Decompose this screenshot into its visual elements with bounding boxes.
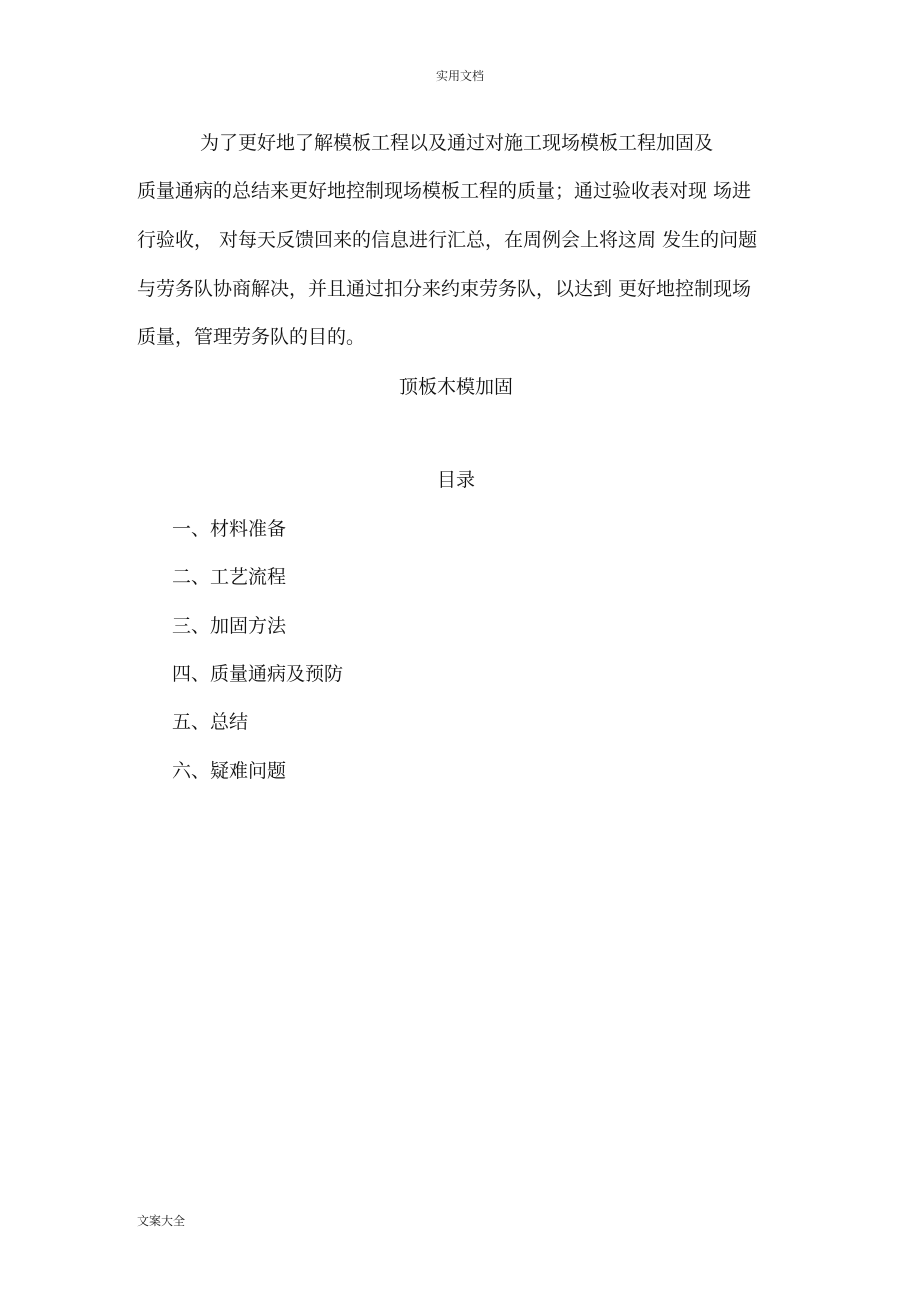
toc-item: 一、材料准备 bbox=[172, 518, 287, 540]
paragraph-line: 行验收， 对每天反馈回来的信息进行汇总，在周例会上将这周 发生的问题 bbox=[137, 229, 758, 251]
toc-item: 三、加固方法 bbox=[172, 615, 287, 637]
toc-heading: 目录 bbox=[436, 469, 475, 491]
paragraph-line: 质量通病的总结来更好地控制现场模板工程的质量；通过验收表对现 场进 bbox=[137, 180, 752, 202]
paragraph-line: 与劳务队协商解决，并且通过扣分来约束劳务队，以达到 更好地控制现场 bbox=[137, 278, 752, 300]
section-title: 顶板木模加固 bbox=[398, 376, 513, 398]
paragraph-line: 质量，管理劳务队的目的。 bbox=[137, 326, 366, 348]
page-header: 实用文档 bbox=[435, 69, 484, 83]
toc-item: 二、工艺流程 bbox=[172, 566, 287, 588]
toc-item: 五、总结 bbox=[172, 711, 249, 733]
page-footer: 文案大全 bbox=[137, 1214, 186, 1228]
toc-item: 四、质量通病及预防 bbox=[172, 663, 344, 685]
paragraph-line: 为了更好地了解模板工程以及通过对施工现场模板工程加固及 bbox=[200, 132, 714, 154]
toc-item: 六、疑难问题 bbox=[172, 760, 287, 782]
